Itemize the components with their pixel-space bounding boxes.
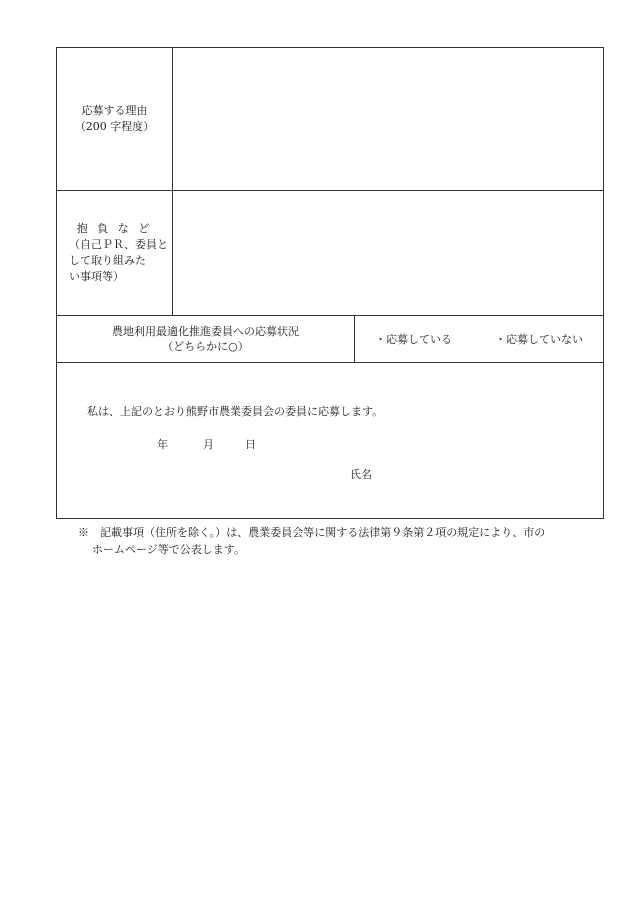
name-label: 氏名 [350,468,372,481]
reason-row [57,48,603,191]
reason-length-note: （200 字程度） [74,120,155,133]
ambition-label: 抱 負 な ど [76,222,153,235]
declaration-text: 私は、上記のとおり熊野市農業委員会の委員に応募します。 [87,405,384,418]
reason-label: 応募する理由 [81,104,148,117]
status-label: 農地利用最適化推進委員への応募状況 [112,325,299,338]
ambition-row [57,191,603,316]
status-label-cell [57,316,355,362]
reason-label-cell [57,48,173,190]
day-label: 日 [245,438,256,451]
publication-note [78,524,598,558]
declaration-row [57,363,603,518]
date-line [157,436,256,452]
note-line1: ※ 記載事項（住所を除く。）は、農業委員会等に関する法律第９条第２項の規定により、市の [78,526,546,539]
ambition-note-line1: （自己ＰＲ、委員と [69,238,168,251]
status-instruction: （どちらかに○） [162,340,249,353]
month-label: 月 [203,438,214,451]
year-label: 年 [157,438,168,451]
note-line2: ホームページ等で公表します。 [92,543,245,556]
ambition-input-area[interactable] [173,191,603,315]
status-row [57,316,603,363]
ambition-note-line3: い事項等） [69,270,124,283]
status-options [355,316,603,362]
ambition-note-line2: して取り組みた [69,254,146,267]
option-not-applying[interactable]: ・応募していない [495,333,583,346]
ambition-label-cell [57,191,173,315]
application-form [56,47,604,519]
option-applying[interactable]: ・応募している [375,333,452,346]
reason-input-area[interactable] [173,48,603,190]
